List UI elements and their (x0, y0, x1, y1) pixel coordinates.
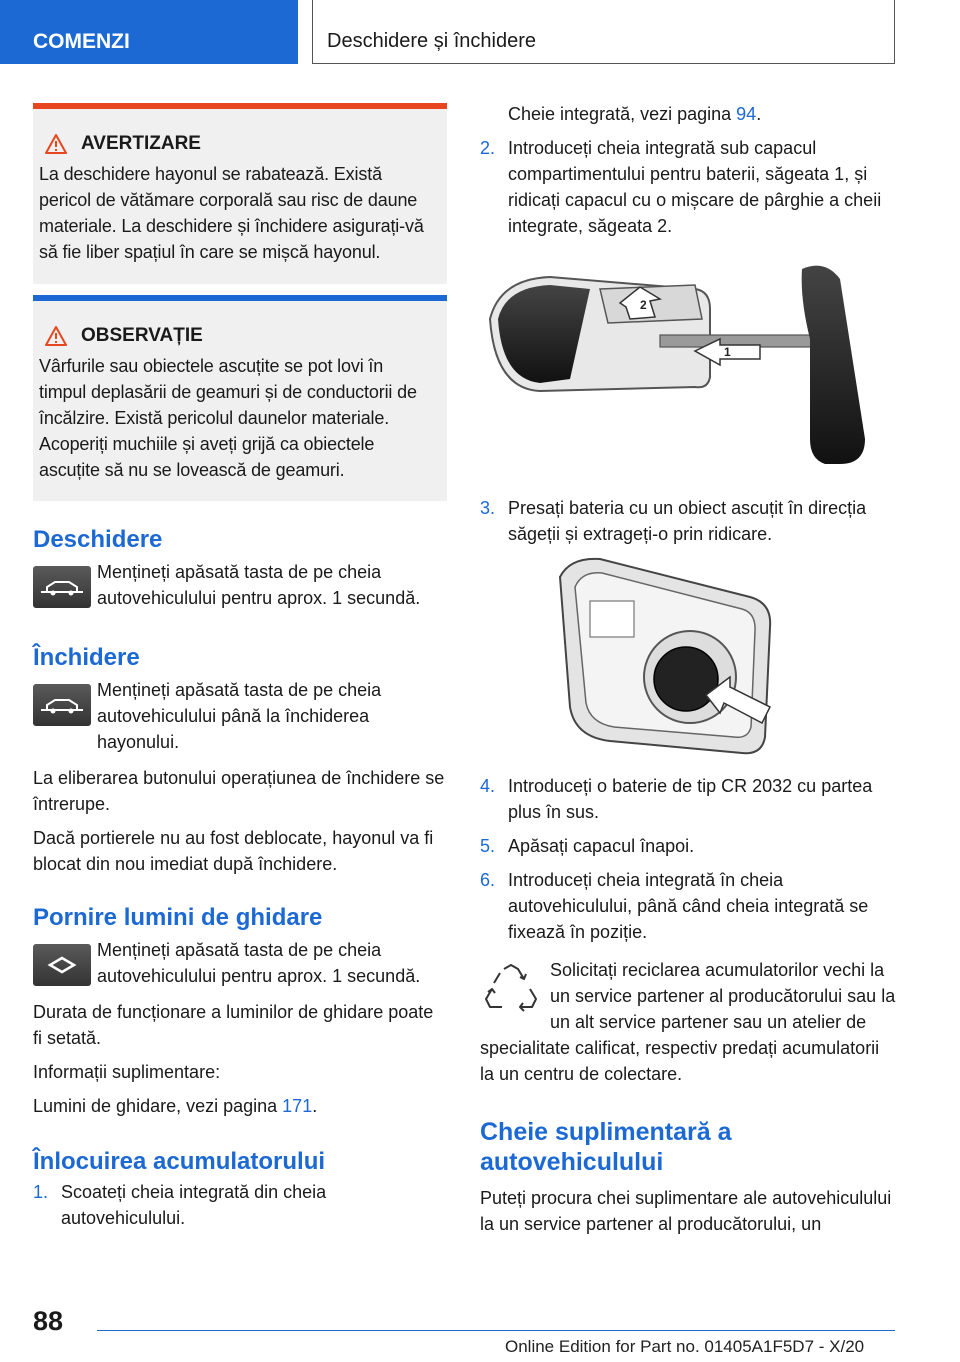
battery-step-2 (480, 135, 896, 239)
step-text: Introduceți cheia integrată sub capacul compartimentului pentru baterii, săgeata 1, și ridicați capacul cu o mișcare de pârghie a cheii integrate, săgeata 2. (508, 138, 882, 236)
observation-text: Vârfurile sau obiectele ascuțite se pot lovi în timpul deplasării de geamuri și de conductorii de încălzire. Există pericolul daunelor materiale. Acoperiți muchiile și aveți grijă ca obiectele ascuțite să nu se lovească de geamuri. (39, 356, 417, 480)
step-text: Scoateți cheia integrată din cheia autovehiculului. (61, 1182, 327, 1228)
warning-title (39, 131, 433, 157)
opening-text: Mențineți apăsată tasta de pe cheia autovehiculului pentru aprox. 1 secundă. (97, 562, 421, 608)
closing-para-1: La eliberarea butonului operațiunea de închidere se întrerupe. (33, 768, 445, 814)
guide-lights-text: Mențineți apăsată tasta de pe cheia autovehiculului pentru aprox. 1 secundă. (97, 940, 421, 986)
observation-title (39, 323, 433, 349)
battery-step-4 (480, 773, 896, 825)
page-link-94[interactable]: 94 (736, 104, 757, 124)
battery-heading: Înlocuirea acumulatorului (33, 1148, 326, 1175)
page-number: 88 (33, 1306, 64, 1336)
step-number: 5. (480, 836, 496, 856)
tailgate-key-icon (33, 566, 91, 608)
arrow-1-label: 1 (724, 345, 731, 359)
guide-lights-heading: Pornire lumini de ghidare (33, 904, 323, 931)
step-1-ref-prefix: Cheie integrată, vezi pagina (508, 104, 737, 124)
footer-rule (97, 1330, 895, 1331)
step-1-continuation (480, 101, 896, 127)
guide-lights-para-3 (33, 1093, 447, 1119)
step-number: 4. (480, 776, 496, 796)
key-cover-illustration (480, 259, 896, 479)
spare-key-text: Puteți procura chei suplimentare ale autovehiculului la un service partener al producătorului, un (480, 1188, 892, 1234)
step-text: Introduceți o baterie de tip CR 2032 cu partea plus în sus. (508, 776, 873, 822)
warning-triangle-icon (45, 134, 67, 154)
closing-heading: Închidere (33, 644, 140, 671)
edition-text: Online Edition for Part no. 01405A1F5D7 - X/20 (505, 1337, 865, 1356)
page-link-171[interactable]: 171 (282, 1096, 313, 1116)
step-text: Apăsați capacul înapoi. (508, 836, 695, 856)
guide-lights-instruction (33, 937, 447, 989)
opening-instruction (33, 559, 447, 611)
right-column (480, 103, 896, 1237)
chapter-title: Deschidere și închidere (312, 0, 895, 64)
step-1-ref-suffix: . (756, 104, 762, 124)
warning-text: La deschidere hayonul se rabatează. Există pericol de vătămare corporală sau risc de daune materiale. La deschidere și închidere asigurați-vă să fie liber spațiul în care se mișcă hayonul. (39, 164, 424, 262)
step-number: 1. (33, 1182, 49, 1202)
battery-step-6 (480, 867, 896, 945)
battery-compartment-illustration (480, 557, 896, 757)
left-column (33, 103, 447, 1231)
closing-instruction (33, 677, 447, 755)
guide-lights-para-2: Informații suplimentare: (33, 1062, 221, 1082)
battery-step-5 (480, 833, 896, 859)
step-number: 3. (480, 498, 496, 518)
battery-step-1 (33, 1179, 447, 1231)
caution-triangle-icon (45, 326, 67, 346)
opening-heading: Deschidere (33, 526, 163, 553)
tailgate-key-icon (33, 684, 91, 726)
recycle-note (480, 957, 896, 1087)
guide-lights-ref-suffix: . (312, 1096, 318, 1116)
spare-key-heading: Cheie suplimentară a autovehiculului (480, 1118, 732, 1176)
guide-lights-para-1: Durata de funcționare a luminilor de ghidare poate fi setată. (33, 1002, 434, 1048)
light-key-icon (33, 944, 91, 986)
warning-title-text: AVERTIZARE (81, 133, 201, 154)
closing-text: Mențineți apăsată tasta de pe cheia autovehiculului până la închiderea hayonului. (97, 680, 382, 752)
closing-para-2: Dacă portierele nu au fost deblocate, hayonul va fi blocat din nou imediat după închidere. (33, 828, 434, 874)
arrow-2-label: 2 (640, 298, 647, 312)
warning-box (33, 103, 447, 284)
guide-lights-ref-prefix: Lumini de ghidare, vezi pagina (33, 1096, 283, 1116)
section-tab[interactable]: COMENZI (0, 0, 298, 64)
step-number: 6. (480, 870, 496, 890)
step-number: 2. (480, 138, 496, 158)
step-text: Presați bateria cu un obiect ascuțit în direcția săgeții și extrageți-o prin ridicare. (508, 498, 867, 544)
recycle-text: Solicitați reciclarea acumulatorilor vechi la un service partener al producătorului sau la un alt service partener sau un atelier de specialitate calificat, respectiv predați acumulatorii la un centru de colectare. (480, 960, 896, 1084)
observation-box (33, 295, 447, 501)
recycle-icon (480, 961, 542, 1017)
step-text: Introduceți cheia integrată în cheia autovehiculului, până când cheia integrată se fixează în poziție. (508, 870, 869, 942)
battery-step-3 (480, 495, 896, 547)
observation-title-text: OBSERVAȚIE (81, 325, 203, 346)
